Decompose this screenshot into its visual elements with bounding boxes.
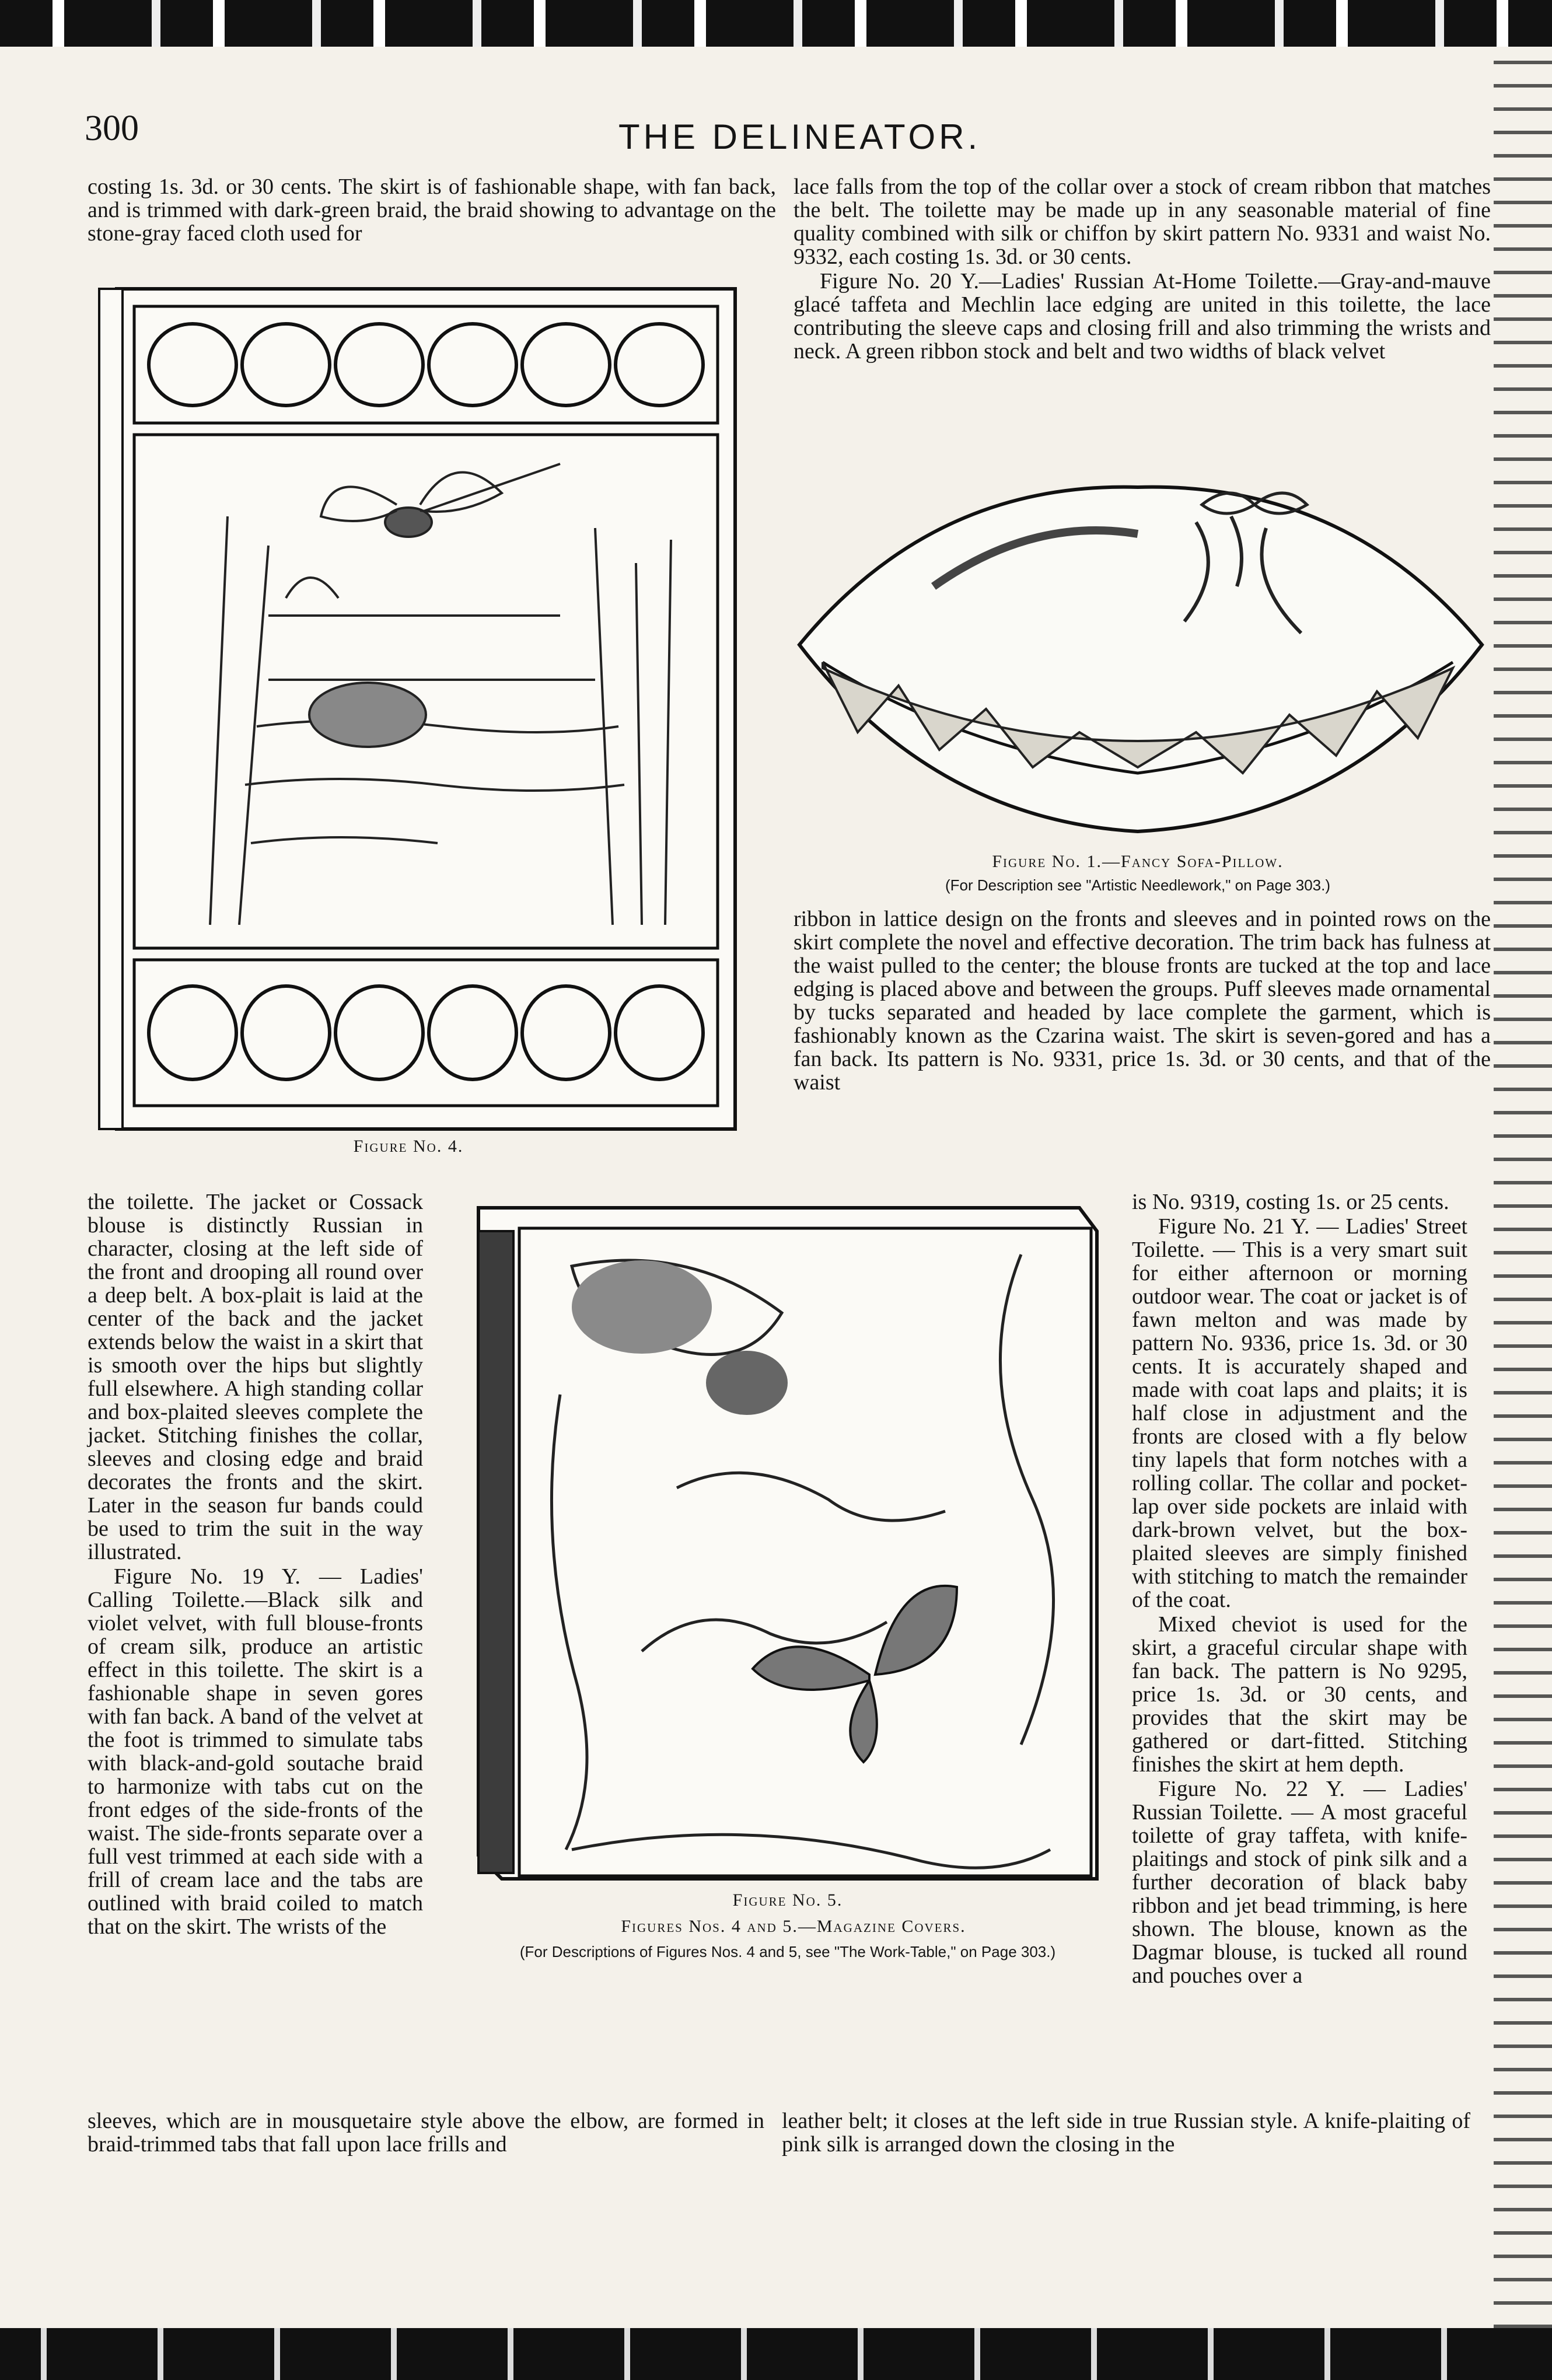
paragraph: Figure No. 21 Y. — Ladies' Street Toilette. — This is a very smart suit for either afternoon or morning outdoor wear. The coat or jacket is of fawn melton and was made by pattern No. 9336, price 1s. 3d. or 30 cents. It is accurately shaped and made with coat laps and plaits; it is half close in adjustment and the fronts are closed with a fly below tiny lapels that form notches with a rolling collar. The collar and pocket-lap over side pockets are inlaid with dark-brown velvet, but the box-plaited sleeves are simply finished with stitching to match the remainder of the coat. <box>1132 1214 1467 1612</box>
bottom-left-text <box>88 2109 764 2157</box>
page-number: 300 <box>85 109 139 148</box>
flower-cluster <box>572 1260 712 1354</box>
page-title: THE DELINEATOR. <box>618 117 981 156</box>
bottom-right-text <box>782 2109 1470 2157</box>
paragraph: is No. 9319, costing 1s. or 25 cents. <box>1132 1190 1449 1214</box>
paragraph: lace falls from the top of the collar over a stock of cream ribbon that matches the belt. The toilette may be made up in any seasonable material of fine quality combined with silk or chiffon by skirt pattern No. 9331 and waist No. 9332, each costing 1s. 3d. or 30 cents. <box>794 174 1491 269</box>
paragraph: sleeves, which are in mousquetaire style above the elbow, are formed in braid-trimmed tabs that fall upon lace frills and <box>88 2109 764 2157</box>
column1-narrow-text <box>88 1190 423 1939</box>
figure-1-note: (For Description see "Artistic Needlework," on Page 303.) <box>945 876 1331 894</box>
figure-1-caption: Figure No. 1.—Fancy Sofa-Pillow. <box>992 852 1284 871</box>
adjacent-page-edge <box>1494 47 1552 2328</box>
paragraph: ribbon in lattice design on the fronts and sleeves and in pointed rows on the skirt complete the novel and effective decoration. The trim back has fulness at the waist pulled to the center; the blouse fronts are tucked at the top and lace edging is placed above and between the groups. Puff sleeves made ornamental by tucks separated and headed by lace complete the garment, which is fashionably known as the Czarina waist. The skirt is seven-gored and has a fan back. Its pattern is No. 9331, price 1s. 3d. or 30 cents, and that of the waist <box>794 907 1491 1095</box>
paragraph: Figure No. 22 Y. — Ladies' Russian Toilette. — A most graceful toilette of gray taffeta, with knife-plaitings and stock of pink silk and a further decoration of black baby ribbon and jet bead trimming, is here shown. The blouse, known as the Dagmar blouse, is tucked all round and pouches over a <box>1132 1777 1467 1988</box>
column3-narrow-text <box>1132 1190 1467 1988</box>
paragraph: the toilette. The jacket or Cossack blouse is distinctly Russian in character, closing at the left side of the front and drooping all round over a deep belt. A box-plait is laid at the center of the back and the jacket extends below the waist in a skirt that is smooth over the hips but slightly full elsewhere. A high standing collar and box-plaited sleeves complete the jacket. Stitching finishes the collar, sleeves and closing edge and braid decorates the fronts and the skirt. Later in the season fur bands could be used to trim the suit in the way illustrated. <box>88 1190 423 1564</box>
column2-middle-text <box>794 907 1491 1095</box>
scan-border-top <box>0 0 1552 47</box>
figure-1-sofa-pillow-illustration <box>788 470 1488 843</box>
figure-5-magazine-cover-illustration <box>467 1196 1103 1885</box>
column1-top-text <box>88 175 776 246</box>
figures-4-5-caption: Figures Nos. 4 and 5.—Magazine Covers. <box>621 1917 966 1936</box>
scan-border-bottom <box>0 2328 1552 2380</box>
paragraph: Figure No. 19 Y. — Ladies' Calling Toilette.—Black silk and violet velvet, with full blouse-fronts of cream silk, produce an artistic effect in this toilette. The skirt is a fashionable shape in seven gores with fan back. A band of the velvet at the foot is trimmed to simulate tabs with black-and-gold soutache braid to harmonize with tabs cut on the front edges of the side-fronts of the waist. The side-fronts separate over a full vest trimmed at each side with a frill of cream lace and the tabs are outlined with braid coiled to match that on the skirt. The wrists of the <box>88 1564 423 1939</box>
paragraph: leather belt; it closes at the left side in true Russian style. A knife-plaiting of pink silk is arranged down the closing in the <box>782 2109 1470 2157</box>
figures-4-5-note: (For Descriptions of Figures Nos. 4 and 5, see "The Work-Table," on Page 303.) <box>519 1943 1056 1960</box>
column2-top-text <box>794 175 1491 364</box>
paragraph: costing 1s. 3d. or 30 cents. The skirt is of fashionable shape, with fan back, and is trimmed with dark-green braid, the braid showing to advantage on the stone-gray faced cloth used for <box>88 174 776 246</box>
figure-4-caption: Figure No. 4. <box>353 1137 464 1156</box>
figure-4-magazine-cover-illustration <box>93 271 758 1132</box>
paragraph: Mixed cheviot is used for the skirt, a graceful circular shape with fan back. The pattern is No 9295, price 1s. 3d. or 30 cents, and provides that the skirt may be gathered or dart-fitted. Stitching finishes the skirt at hem depth. <box>1132 1612 1467 1777</box>
figure-5-caption: Figure No. 5. <box>732 1890 843 1910</box>
paragraph: Figure No. 20 Y.—Ladies' Russian At-Home Toilette.—Gray-and-mauve glacé taffeta and Mechlin lace edging are united in this toilette, the lace contributing the sleeve caps and closing frill and also trimming the wrists and neck. A green ribbon stock and belt and two widths of black velvet <box>794 269 1491 364</box>
